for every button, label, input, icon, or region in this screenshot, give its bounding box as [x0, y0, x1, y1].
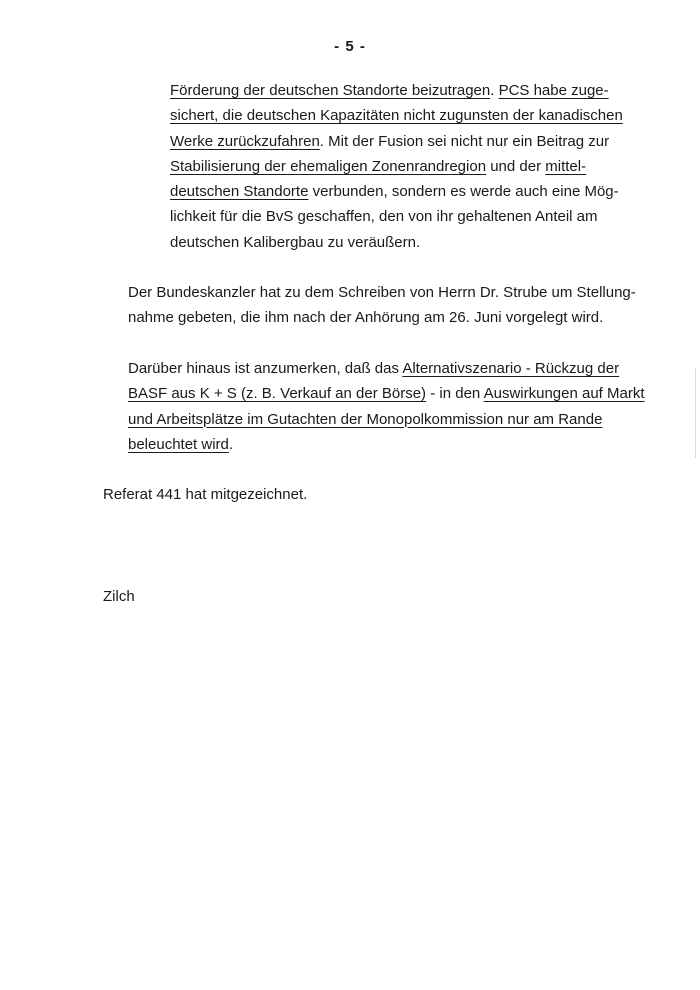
quote-paragraph — [170, 78, 623, 255]
text-line — [170, 129, 615, 154]
text-segment: . — [228, 435, 234, 453]
paragraph-chancellor-request — [128, 280, 636, 331]
text-line — [128, 432, 628, 457]
paragraph-cosigned — [103, 482, 603, 507]
text-line — [170, 78, 615, 103]
signature: Zilch — [103, 588, 135, 605]
text-line — [128, 280, 636, 305]
paragraph-alternative-scenario — [128, 356, 645, 457]
text-line — [103, 482, 603, 507]
text-segment: . — [490, 82, 499, 99]
text-line — [170, 204, 615, 229]
underlined-text: Stabilisierung der ehemaligen Zonenrandregion — [170, 157, 487, 175]
text-segment: und der — [486, 157, 546, 175]
text-segment: . Mit der Fusion sei nicht nur ein Beitrag zur — [319, 132, 610, 150]
scan-edge-mark — [695, 368, 696, 458]
underlined-text: sichert, die deutschen Kapazitäten nicht zugunsten der kanadischen — [170, 107, 623, 125]
underlined-text: BASF aus K + S (z. B. Verkauf an der Börse) — [128, 385, 427, 403]
underlined-text: Auswirkungen auf Markt — [483, 385, 645, 403]
text-line — [170, 179, 619, 204]
text-line — [128, 407, 628, 432]
underlined-text: PCS habe zuge- — [498, 82, 609, 99]
text-segment: verbunden, sondern es werde auch eine Mög- — [308, 183, 619, 201]
text-segment: Referat 441 hat mitgezeichnet. — [103, 486, 308, 503]
text-segment: lichkeit für die BvS geschaffen, den von ihr gehaltenen Anteil am — [170, 208, 598, 226]
text-line — [170, 154, 615, 179]
underlined-text: Alternativszenario - Rückzug der — [402, 360, 620, 377]
page-number: - 5 - — [334, 38, 366, 55]
text-segment: Darüber hinaus ist anzumerken, daß das — [128, 360, 403, 377]
text-line — [128, 305, 620, 330]
text-segment: Der Bundeskanzler hat zu dem Schreiben von Herrn Dr. Strube um Stellung- — [128, 284, 636, 301]
text-line — [128, 381, 645, 406]
text-line — [170, 103, 623, 128]
underlined-text: Förderung der deutschen Standorte beizutragen — [170, 82, 491, 99]
underlined-text: und Arbeitsplätze im Gutachten der Monopolkommission nur am Rande — [128, 410, 603, 428]
underlined-text: Werke zurückzufahren — [170, 132, 320, 150]
underlined-text: mittel- — [545, 157, 587, 175]
text-line — [128, 356, 628, 381]
text-segment: nahme gebeten, die ihm nach der Anhörung am 26. Juni vorgelegt wird. — [128, 309, 604, 327]
text-segment: - in den — [426, 385, 484, 403]
text-line — [170, 230, 615, 255]
underlined-text: deutschen Standorte — [170, 183, 309, 201]
underlined-text: beleuchtet wird — [128, 435, 229, 453]
text-segment: deutschen Kalibergbau zu veräußern. — [170, 233, 421, 251]
